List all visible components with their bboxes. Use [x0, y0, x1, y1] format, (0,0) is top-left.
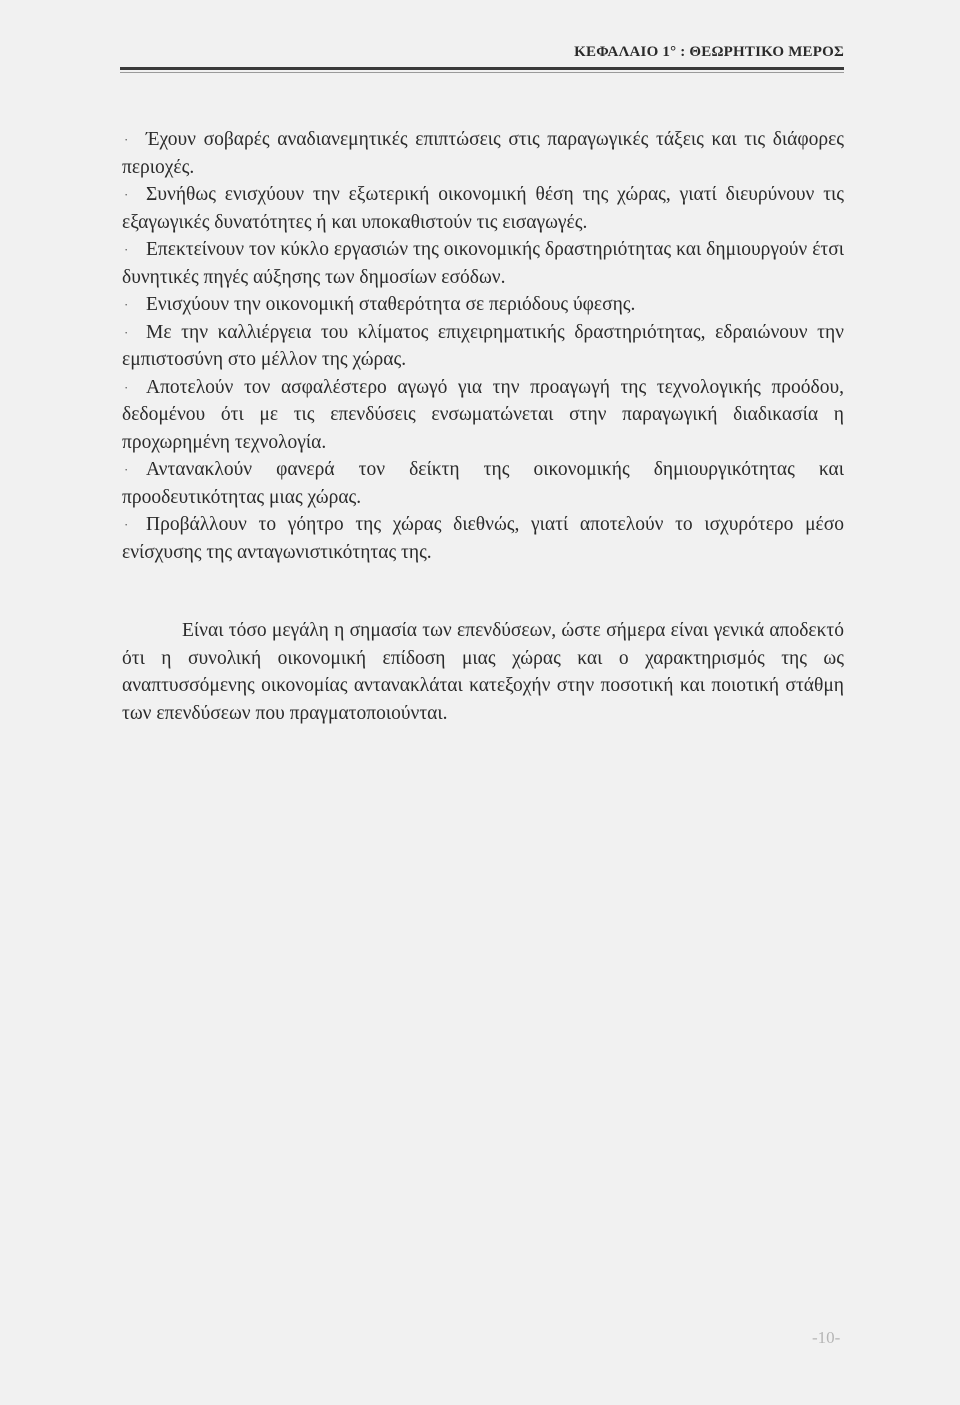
bullet-item — [122, 319, 844, 374]
header-rule-thin — [120, 72, 844, 73]
page-number: -10- — [812, 1328, 841, 1347]
bullet-text: Προβάλλουν το γόητρο της χώρας διεθνώς, γιατί αποτελούν το ισχυρότερο μέσο ενίσχυσης της ανταγωνιστικότητας της. — [122, 514, 844, 563]
bullet-text: Αντανακλούν φανερά τον δείκτη της οικονομικής δημιουργικότητας και προοδευτικότητας μιας χώρας. — [122, 459, 844, 508]
bullet-item — [122, 291, 844, 319]
bullet-list — [122, 126, 844, 566]
bullet-text: Έχουν σοβαρές αναδιανεμητικές επιπτώσεις στις παραγωγικές τάξεις και τις διάφορες περιοχές. — [122, 129, 844, 178]
bullet-text: Ενισχύουν την οικονομική σταθερότητα σε περιόδους ύφεσης. — [146, 294, 636, 315]
bullet-item — [122, 456, 844, 511]
chapter-header: ΚΕΦΑΛΑΙΟ 1° : ΘΕΩΡΗΤΙΚΟ ΜΕΡΟΣ — [574, 44, 844, 60]
body-paragraph: Είναι τόσο μεγάλη η σημασία των επενδύσεων, ώστε σήμερα είναι γενικά αποδεκτό ότι η συνολική οικονομική επίδοση μιας χώρας και ο χαρακτηρισμός της ως αναπτυσσόμενης οικονομίας αντανακλάται κατεξοχήν στην ποσοτική και ποιοτική στάθμη των επενδύσεων που πραγματοποιούνται. — [122, 620, 844, 724]
bullet-icon: · — [124, 462, 129, 477]
bullet-icon: · — [124, 242, 129, 257]
bullet-item — [122, 511, 844, 566]
header-rule — [120, 67, 844, 70]
bullet-icon: · — [124, 379, 129, 395]
bullet-item — [122, 126, 844, 181]
bullet-item — [122, 374, 844, 457]
bullet-item — [122, 236, 844, 291]
bullet-text: Συνήθως ενισχύουν την εξωτερική οικονομική θέση της χώρας, γιατί διευρύνουν τις εξαγωγικές δυνατότητες ή και υποκαθιστούν τις εισαγωγές. — [122, 184, 844, 233]
bullet-item — [122, 181, 844, 236]
bullet-icon: · — [124, 517, 129, 532]
bullet-icon: · — [124, 132, 129, 147]
bullet-text: Αποτελούν τον ασφαλέστερο αγωγό για την προαγωγή της τεχνολογικής προόδου, δεδομένου ότι με τις επενδύσεις ενσωματώνεται στην παραγωγική διαδικασία η προχωρημένη τεχνολογία. — [122, 376, 844, 453]
bullet-text: Με την καλλιέργεια του κλίματος επιχειρηματικής δραστηριότητας, εδραιώνουν την εμπιστοσύνη στο μέλλον της χώρας. — [122, 321, 844, 370]
bullet-icon: · — [124, 187, 129, 202]
bullet-icon: · — [124, 297, 129, 312]
bullet-icon: · — [124, 324, 129, 340]
bullet-text: Επεκτείνουν τον κύκλο εργασιών της οικονομικής δραστηριότητας και δημιουργούν έτσι δυνητικές πηγές αύξησης των δημοσίων εσόδων. — [122, 239, 844, 288]
